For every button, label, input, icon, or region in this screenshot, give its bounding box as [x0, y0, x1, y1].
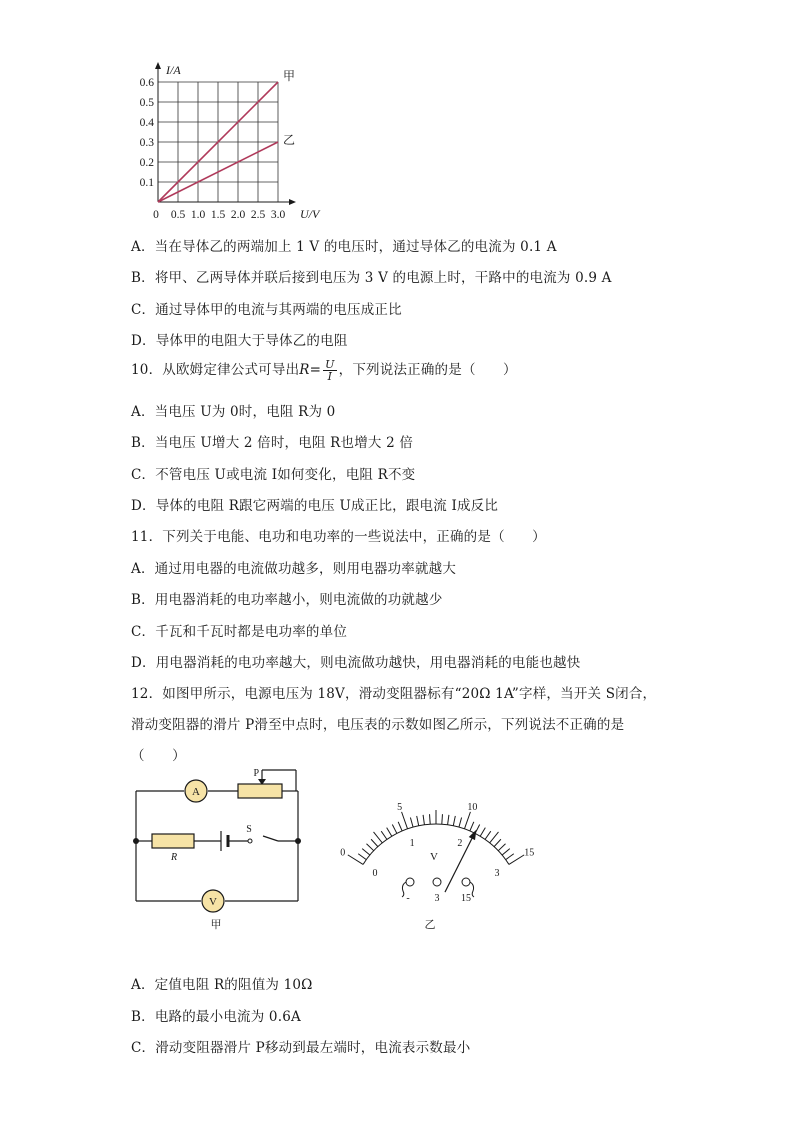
- y-axis-arrow-icon: [155, 62, 161, 69]
- dial-tick: [381, 831, 387, 839]
- x-tick-label: 0.5: [170, 209, 186, 221]
- q12-option-c: C．滑动变阻器滑片 P移动到最左端时，电流表示数最小: [131, 1040, 471, 1056]
- dial-inner-label: 3: [494, 867, 500, 879]
- rheostat: [238, 784, 282, 798]
- dial-inner-label: 1: [409, 838, 415, 850]
- q10-option-d: D．导体的电阻 R跟它两端的电压 U成正比，跟电流 I成反比: [131, 498, 499, 514]
- q11-option-a: A．通过用电器的电流做功越多，则用电器功率就越大: [131, 561, 457, 577]
- dial-outer-label: 5: [397, 802, 403, 814]
- ammeter-label: A: [192, 786, 200, 798]
- dial-tick: [448, 815, 449, 825]
- q10-stem: [131, 358, 517, 382]
- q11-option-d: D．用电器消耗的电功率越大，则电流做功越快，用电器消耗的电能也越快: [131, 655, 581, 671]
- dial-inner-label: 2: [457, 838, 463, 850]
- circuit-caption: 甲: [210, 919, 222, 931]
- q11-option-c: C．千瓦和千瓦时都是电功率的单位: [131, 624, 348, 640]
- dial-tick: [485, 831, 491, 839]
- q10-formula-eq: =: [309, 362, 322, 378]
- switch-label: S: [246, 824, 252, 835]
- y-tick-label: 0.3: [139, 137, 154, 149]
- dial-tick: [470, 822, 474, 831]
- dial-tick: [417, 816, 419, 826]
- q10-formula-fraction: [323, 359, 336, 382]
- dial-tick: [442, 814, 443, 824]
- y-tick-label: 0.2: [139, 157, 154, 169]
- y-tick-label: 0.1: [139, 177, 154, 189]
- dial-tick: [371, 839, 378, 846]
- resistor-r: [152, 834, 194, 848]
- dial-tick: [423, 815, 424, 825]
- q10-option-b: B．当电压 U增大 2 倍时，电阻 R也增大 2 倍: [131, 435, 414, 451]
- q12-option-b: B．电路的最小电流为 0.6A: [131, 1009, 301, 1025]
- q10-option-c: C．不管电压 U或电流 I如何变化，电阻 R不变: [131, 467, 416, 483]
- terminal-3: [433, 878, 441, 886]
- dial-outer-label: 0: [340, 847, 346, 859]
- x-tick-label: 1.0: [190, 209, 206, 221]
- dial-tick: [464, 812, 470, 829]
- dial-tick: [490, 832, 499, 843]
- circuit-diagram: [128, 765, 328, 935]
- dial-tick: [502, 849, 510, 855]
- terminal-15-label: 15: [461, 893, 471, 904]
- q12-stem-line1: 12．如图甲所示，电源电压为 18V，滑动变阻器标有“20Ω 1A”字样，当开关 S闭合，: [131, 686, 657, 702]
- voltmeter-label: V: [209, 896, 217, 908]
- dial-tick: [348, 855, 363, 865]
- dial-outer-label: 10: [467, 802, 478, 814]
- q9-option-d: D．导体甲的电阻大于导体乙的电阻: [131, 333, 348, 349]
- q10-formula-numerator: U: [325, 358, 335, 371]
- dial-unit: V: [430, 851, 438, 863]
- dial-inner-label: 0: [372, 867, 378, 879]
- q12-stem-line3: （ ）: [131, 748, 186, 764]
- dial-tick: [506, 854, 514, 860]
- dial-tick: [387, 828, 392, 837]
- y-axis-label: I/A: [166, 63, 181, 77]
- q9-option-a: A．当在导体乙的两端加上 1 V 的电压时，通过导体乙的电流为 0.1 A: [131, 239, 557, 255]
- q10-formula-lhs: R: [299, 362, 310, 378]
- dial-tick: [459, 817, 462, 827]
- dial-tick: [480, 828, 485, 837]
- x-tick-label: 1.5: [210, 209, 226, 221]
- dial-tick: [366, 844, 373, 851]
- dial-tick: [402, 812, 408, 829]
- origin-label: 0: [153, 209, 159, 221]
- dial-tick: [362, 849, 370, 855]
- x-axis-arrow-icon: [289, 199, 296, 205]
- q12-stem-line2: 滑动变阻器的滑片 P滑至中点时，电压表的示数如图乙所示，下列说法不正确的是: [131, 717, 625, 733]
- terminal-3-label: 3: [434, 893, 440, 904]
- dial-tick: [358, 854, 366, 860]
- slider-label: P: [253, 768, 259, 779]
- iu-graph: [130, 60, 450, 220]
- dial-tick: [509, 855, 524, 865]
- q11-option-b: B．用电器消耗的电功率越小，则电流做的功就越少: [131, 592, 443, 608]
- q12-option-a: A．定值电阻 R的阻值为 10Ω: [131, 977, 313, 993]
- dial-tick: [498, 844, 505, 851]
- x-tick-label: 2.5: [250, 209, 266, 221]
- q10-option-a: A．当电压 U为 0时，电阻 R为 0: [131, 404, 336, 420]
- dial-tick: [398, 822, 402, 831]
- dial-tick: [430, 814, 431, 824]
- voltmeter-dial: [335, 765, 535, 935]
- q10-stem-after: ，下列说法正确的是（ ）: [338, 362, 517, 378]
- terminal-negative: [406, 878, 414, 886]
- series-label: 甲: [283, 69, 296, 83]
- q10-formula-denominator: I: [327, 370, 333, 383]
- q9-option-c: C．通过导体甲的电流与其两端的电压成正比: [131, 302, 402, 318]
- dial-tick: [494, 839, 501, 846]
- dial-labels: [340, 802, 534, 879]
- q10-stem-before: 10．从欧姆定律公式可导出: [131, 362, 300, 378]
- x-tick-label: 2.0: [230, 209, 246, 221]
- terminal-negative-label: -: [406, 893, 410, 904]
- q9-option-b: B．将甲、乙两导体并联后接到电压为 3 V 的电源上时，干路中的电流为 0.9 A: [131, 270, 612, 286]
- y-tick-label: 0.4: [139, 117, 154, 129]
- series-label: 乙: [283, 133, 296, 147]
- x-tick-label: 3.0: [270, 209, 286, 221]
- dial-tick: [453, 816, 455, 826]
- meter-caption: 乙: [424, 919, 436, 931]
- dial-tick: [410, 817, 413, 827]
- x-axis-label: U/V: [300, 207, 320, 221]
- y-tick-label: 0.5: [139, 97, 154, 109]
- q11-stem: 11．下列关于电能、电功和电功率的一些说法中，正确的是（ ）: [131, 529, 546, 545]
- switch-icon: [248, 839, 252, 843]
- terminal-15: [462, 878, 470, 886]
- resistor-label: R: [170, 852, 178, 863]
- dial-outer-label: 15: [524, 847, 535, 859]
- dial-tick: [392, 825, 397, 834]
- dial-tick: [374, 832, 383, 843]
- y-tick-label: 0.6: [139, 77, 154, 89]
